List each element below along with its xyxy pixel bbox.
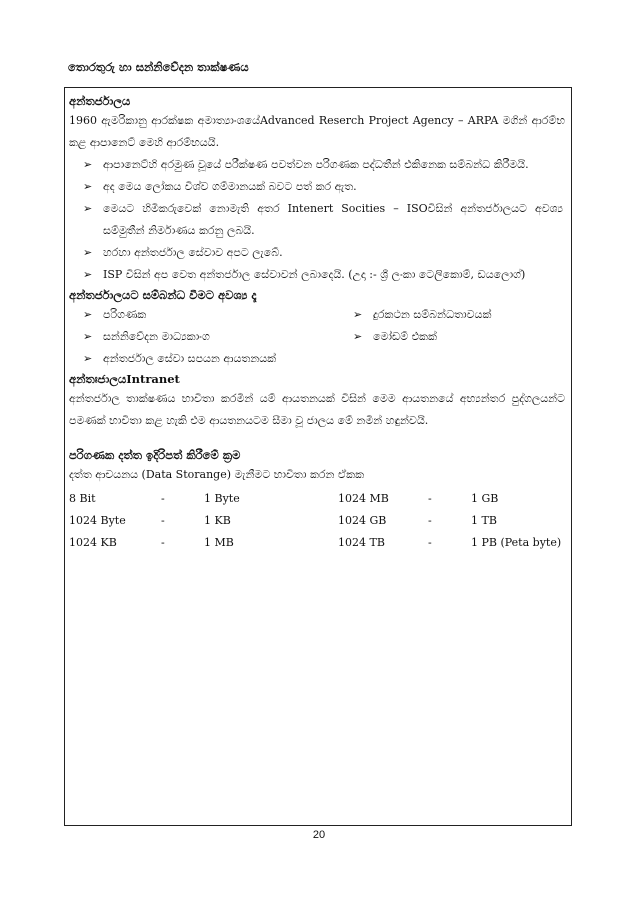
list-item: ➢ මෙයට හිමිකරුවෙක් නොමැති අතර Intenert Socities – ISOවිසින් අන්තර්ජාලයට අවශ්‍ය සම්මුතීන් නිර්මාණය කරනු ලබයි. <box>83 198 571 242</box>
table-cell: 1024 MB <box>338 492 389 505</box>
arrow-bullet-icon: ➢ <box>83 308 93 321</box>
table-cell: 1024 TB <box>338 536 385 549</box>
table-cell: - <box>161 514 165 527</box>
table-cell: 1 MB <box>204 536 234 549</box>
storage-heading: පරිගණක දත්ත ඉදිරිපත් කිරීමේ ක්‍රම <box>69 448 241 462</box>
section-spacer <box>69 432 571 446</box>
table-cell: - <box>161 492 165 505</box>
page-title: තොරතුරු හා සන්නිවේදන තාක්ෂණය <box>68 60 249 74</box>
table-cell: 8 Bit <box>69 492 96 505</box>
intranet-text: අන්තර්ජාල තාක්ෂණය භාවිතා කරමින් යම් ආයතනයක් විසින් මෙම ආයතනයේ අභ්‍යන්තර පුද්ගලයන්ට පමණක් භාවිතා කළ හැකි එම ආයතනයටම සීමා වූ ජාලය මේ නමින් හඳුන්වයි. <box>69 392 565 427</box>
table-cell: 1024 GB <box>338 514 387 527</box>
list-item: ➢ දුරකථන සම්බන්ධතාවයක් <box>353 304 583 326</box>
table-cell: - <box>428 492 432 505</box>
page-number: 20 <box>312 829 326 841</box>
table-cell: 1024 KB <box>69 536 117 549</box>
arrow-bullet-icon: ➢ <box>83 202 93 215</box>
storage-subtitle: දත්ත ආචයනය (Data Storange) මැනීමට භාවිතා කරන ඒකක <box>69 468 365 481</box>
list-item: ➢ සන්නිවේදන මාධ්‍යකාංග <box>83 326 353 348</box>
list-item: ➢ ආපානෙට්හි අරමුණ වූයේ පරීක්ෂණ පවත්වන පරිගණක පද්ධතීන් එකිනෙක සම්බන්ධ කිරීමයි. <box>83 154 571 176</box>
table-cell: 1 GB <box>471 492 499 505</box>
arrow-bullet-icon: ➢ <box>83 158 93 171</box>
arrow-bullet-icon: ➢ <box>83 180 93 193</box>
internet-intro: 1960 ඇමරිකානු ආරක්ෂක අමාත්‍යාංශයේAdvanced Reserch Project Agency – ARPA මගින් ආරම්භ කළ ආපානෙට් මෙහි ආරම්භයයි. <box>69 114 565 149</box>
list-item: ➢ අන්තර්ජාල සේවා සපයන ආයතනයක් <box>83 348 353 370</box>
arrow-bullet-icon: ➢ <box>353 308 363 321</box>
table-cell: 1 PB (Peta byte) <box>471 536 562 549</box>
arrow-bullet-icon: ➢ <box>83 268 93 281</box>
intranet-heading: අන්තඃජාලයIntranet <box>69 372 180 386</box>
table-cell: 1 KB <box>204 514 231 527</box>
list-item: ➢ ISP විසින් අප වෙත අන්තර්ජාල සේවාවන් ලබාදෙයි. (උදා :- ශ්‍රී ලංකා ටෙලිකොම්, ඩයලොග්) <box>83 264 571 286</box>
arrow-bullet-icon: ➢ <box>83 352 93 365</box>
arrow-bullet-icon: ➢ <box>83 246 93 259</box>
internet-bullet-list <box>69 154 571 286</box>
table-cell: - <box>428 536 432 549</box>
table-cell: 1024 Byte <box>69 514 126 527</box>
table-cell: 1 Byte <box>204 492 240 505</box>
requirements-heading: අන්තර්ජාලයට සම්බන්ධ වීමට අවශ්‍ය දෑ <box>69 288 257 302</box>
internet-heading: අන්තර්ජාලය <box>69 94 131 108</box>
list-item: ➢ හරහා අන්තර්ජාල සේවාව අපට ලැබේ. <box>83 242 571 264</box>
arrow-bullet-icon: ➢ <box>353 330 363 343</box>
content-box <box>64 87 572 826</box>
storage-units-table <box>69 488 571 554</box>
list-item: ➢ අද මෙය ලෝකය විශ්ව ගම්මානයක් බවට පත් කර ඇත. <box>83 176 571 198</box>
table-cell: 1 TB <box>471 514 497 527</box>
list-item: ➢ මෝඩම් එකක් <box>353 326 583 348</box>
table-cell: - <box>428 514 432 527</box>
requirements-list <box>69 304 571 370</box>
table-cell: - <box>161 536 165 549</box>
arrow-bullet-icon: ➢ <box>83 330 93 343</box>
list-item: ➢ පරිගණක <box>83 304 353 326</box>
